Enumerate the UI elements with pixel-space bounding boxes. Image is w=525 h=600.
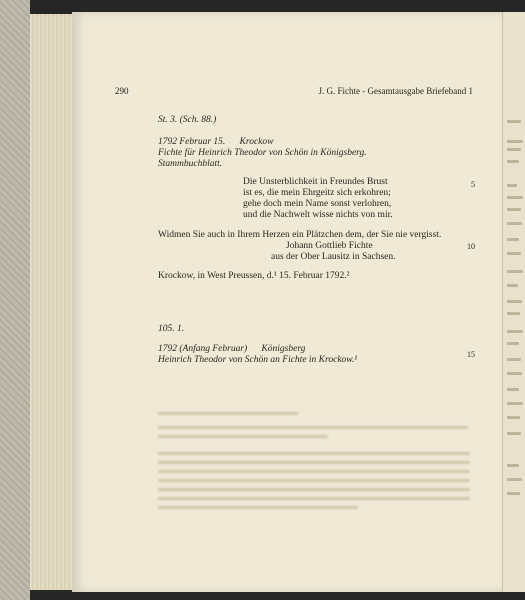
- line-number-10: 10: [467, 242, 475, 251]
- dedication-line: Widmen Sie auch in Ihrem Herzen ein Plätzchen dem, der Sie nie vergisst.: [158, 230, 442, 240]
- facing-page-edge: [502, 12, 525, 592]
- book-page: [72, 12, 502, 592]
- poem-line-1: Die Unsterblichkeit in Freundes Brust: [243, 177, 388, 187]
- page-stack-edge: [30, 14, 76, 590]
- poem-line-4: und die Nachwelt wisse nichts von mir.: [243, 210, 393, 220]
- entry2-sender-line: Heinrich Theodor von Schön an Fichte in Krockow.¹: [158, 355, 358, 365]
- book-spine-cover: [0, 0, 30, 600]
- page-number: 290: [115, 86, 129, 96]
- poem-line-3: gehe doch mein Name sonst verlohren,: [243, 199, 392, 209]
- poem-line-2: ist es, die mein Ehrgeitz sich erkohren;: [243, 188, 391, 198]
- running-title: J. G. Fichte - Gesamtausgabe Briefeband 1: [318, 86, 473, 96]
- signature-origin: aus der Ober Lausitz in Sachsen.: [271, 252, 396, 262]
- signature-name: Johann Gottlieb Fichte: [286, 241, 373, 251]
- entry2-id: 105. 1.: [158, 324, 185, 334]
- line-number-5: 5: [471, 180, 475, 189]
- entry1-document-type: Stammbuchblatt.: [158, 159, 223, 169]
- closing-line: Krockow, in West Preussen, d.¹ 15. Februar 1792.²: [158, 271, 350, 281]
- line-number-15: 15: [467, 350, 475, 359]
- entry1-id: St. 3. (Sch. 88.): [158, 115, 217, 125]
- entry1-addressee-line: Fichte für Heinrich Theodor von Schön in Königsberg.: [158, 148, 367, 158]
- entry1-date-place: 1792 Februar 15. Krockow: [158, 137, 274, 147]
- entry2-date-place: 1792 (Anfang Februar) Königsberg: [158, 344, 306, 354]
